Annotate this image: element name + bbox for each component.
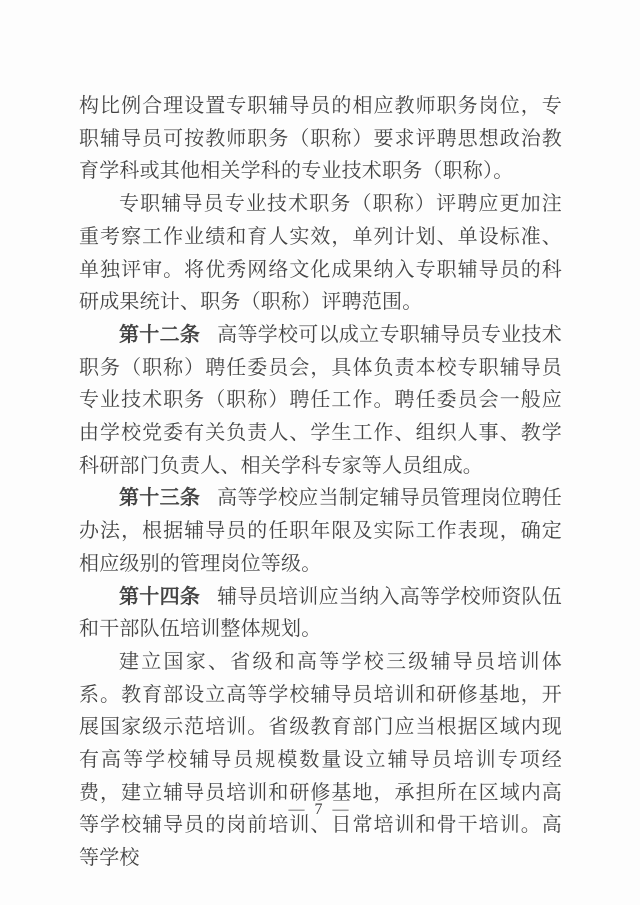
paragraph-text: 建立国家、省级和高等学校三级辅导员培训体系。教育部设立高等学校辅导员培训和研修基地，开展国家级示范培训。省级教育部门应当根据区域内现有高等学校辅导员规模数量设立辅导员培训专项经费，建立辅导员培训和研修基地，承担所在区域内高等学校辅导员的岗前培训、日常培训和骨干培训。高等学校 [79, 650, 562, 870]
article-heading: 第十三条 [119, 487, 201, 510]
article-heading: 第十二条 [119, 323, 201, 346]
paragraph [79, 90, 562, 188]
paragraph-text: 专职辅导员专业技术职务（职称）评聘应更加注重考察工作业绩和育人实效，单列计划、单设标准、单独评审。将优秀网络文化成果纳入专职辅导员的科研成果统计、职务（职称）评聘范围。 [79, 193, 562, 314]
document-body [79, 90, 562, 875]
paragraph-text: 辅导员培训应当纳入高等学校师资队伍和干部队伍培训整体规划。 [79, 585, 562, 641]
paragraph [79, 646, 562, 875]
article-heading: 第十四条 [119, 585, 201, 608]
paragraph-text: 构比例合理设置专职辅导员的相应教师职务岗位，专职辅导员可按教师职务（职称）要求评聘思想政治教育学科或其他相关学科的专业技术职务（职称）。 [79, 95, 562, 183]
paragraph-text: 高等学校应当制定辅导员管理岗位聘任办法，根据辅导员的任职年限及实际工作表现，确定相应级别的管理岗位等级。 [79, 487, 562, 575]
paragraph-text: 高等学校可以成立专职辅导员专业技术职务（职称）聘任委员会，具体负责本校专职辅导员专业技术职务（职称）聘任工作。聘任委员会一般应由学校党委有关负责人、学生工作、组织人事、教学科研部门负责人、相关学科专家等人员组成。 [79, 323, 562, 477]
paragraph [79, 188, 562, 319]
paragraph [79, 482, 562, 580]
paragraph [79, 319, 562, 483]
page-number: — 7 — [288, 801, 352, 818]
paragraph [79, 581, 562, 646]
